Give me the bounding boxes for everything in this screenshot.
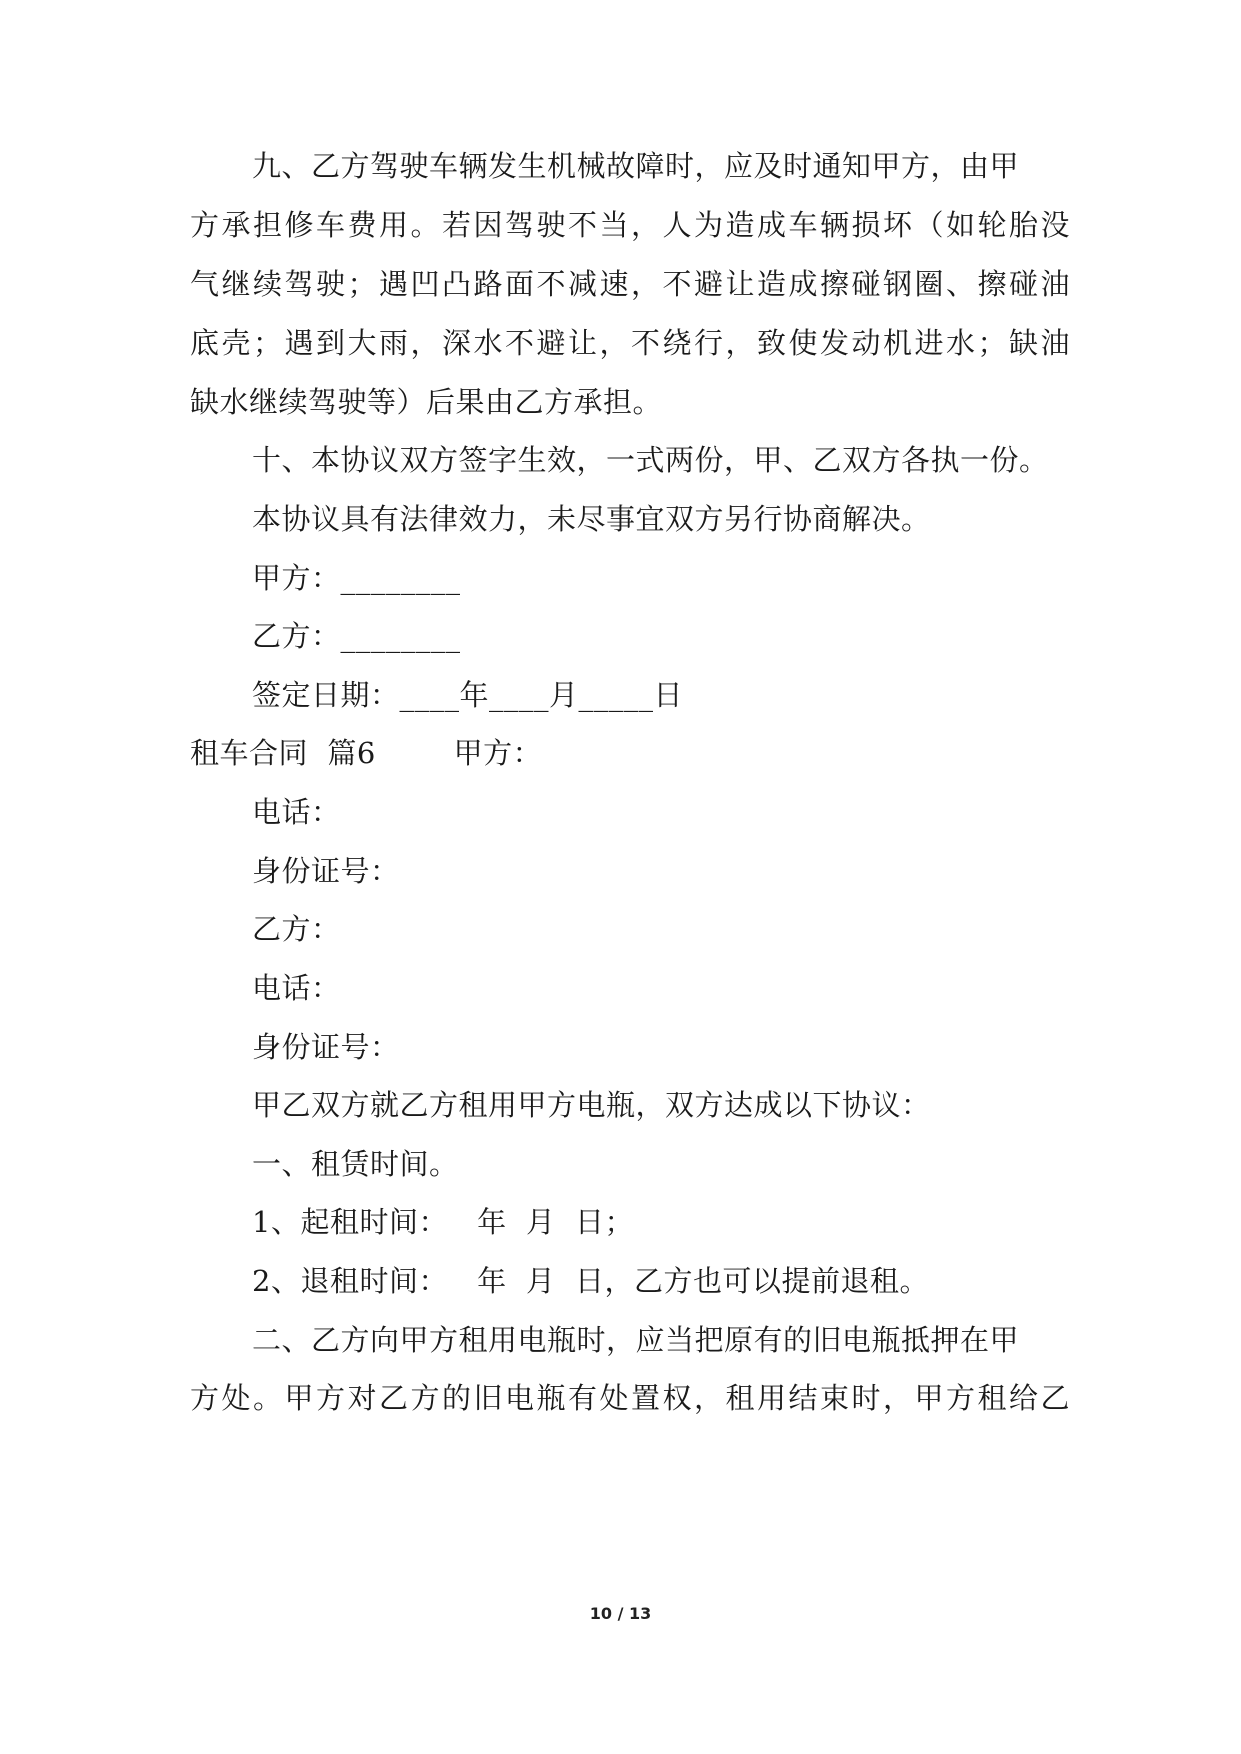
field-label: 乙方： [252, 912, 341, 946]
paragraph-line: 缺水继续驾驶等）后果由乙方承担。 [190, 385, 663, 419]
paragraph-line: 2、退租时间： 年 月 日，乙方也可以提前退租。 [252, 1264, 929, 1298]
paragraph-line: 底壳；遇到大雨，深水不避让，不绕行，致使发动机进水；缺油 [190, 326, 1070, 360]
field-label: 电话： [252, 795, 341, 829]
paragraph-line: 方处。甲方对乙方的旧电瓶有处置权，租用结束时，甲方租给乙 [190, 1381, 1070, 1415]
page-number: 10 / 13 [589, 1604, 652, 1623]
field-label: 身份证号： [252, 1030, 400, 1064]
paragraph-line: 本协议具有法律效力，未尽事宜双方另行协商解决。 [252, 502, 931, 536]
paragraph-line: 十、本协议双方签字生效，一式两份，甲、乙双方各执一份。 [252, 443, 1049, 477]
paragraph-line: 九、乙方驾驶车辆发生机械故障时，应及时通知甲方，由甲 [252, 149, 1020, 183]
paragraph-line: 1、起租时间： 年 月 日； [252, 1205, 634, 1239]
section-heading: 租车合同 篇6 甲方： [190, 736, 543, 770]
paragraph-line: 一、租赁时间。 [252, 1147, 459, 1181]
field-label: 身份证号： [252, 854, 400, 888]
party-a-signature-line: 甲方：________ [252, 561, 461, 595]
paragraph-line: 方承担修车费用。若因驾驶不当，人为造成车辆损坏（如轮胎没 [190, 208, 1070, 242]
paragraph-line: 甲乙双方就乙方租用甲方电瓶，双方达成以下协议： [252, 1088, 931, 1122]
signing-date-line: 签定日期：____年____月_____日 [252, 678, 684, 712]
paragraph-line: 二、乙方向甲方租用电瓶时，应当把原有的旧电瓶抵押在甲 [252, 1323, 1020, 1357]
party-b-signature-line: 乙方：________ [252, 619, 461, 653]
field-label: 电话： [252, 971, 341, 1005]
paragraph-line: 气继续驾驶；遇凹凸路面不减速，不避让造成擦碰钢圈、擦碰油 [190, 267, 1070, 301]
